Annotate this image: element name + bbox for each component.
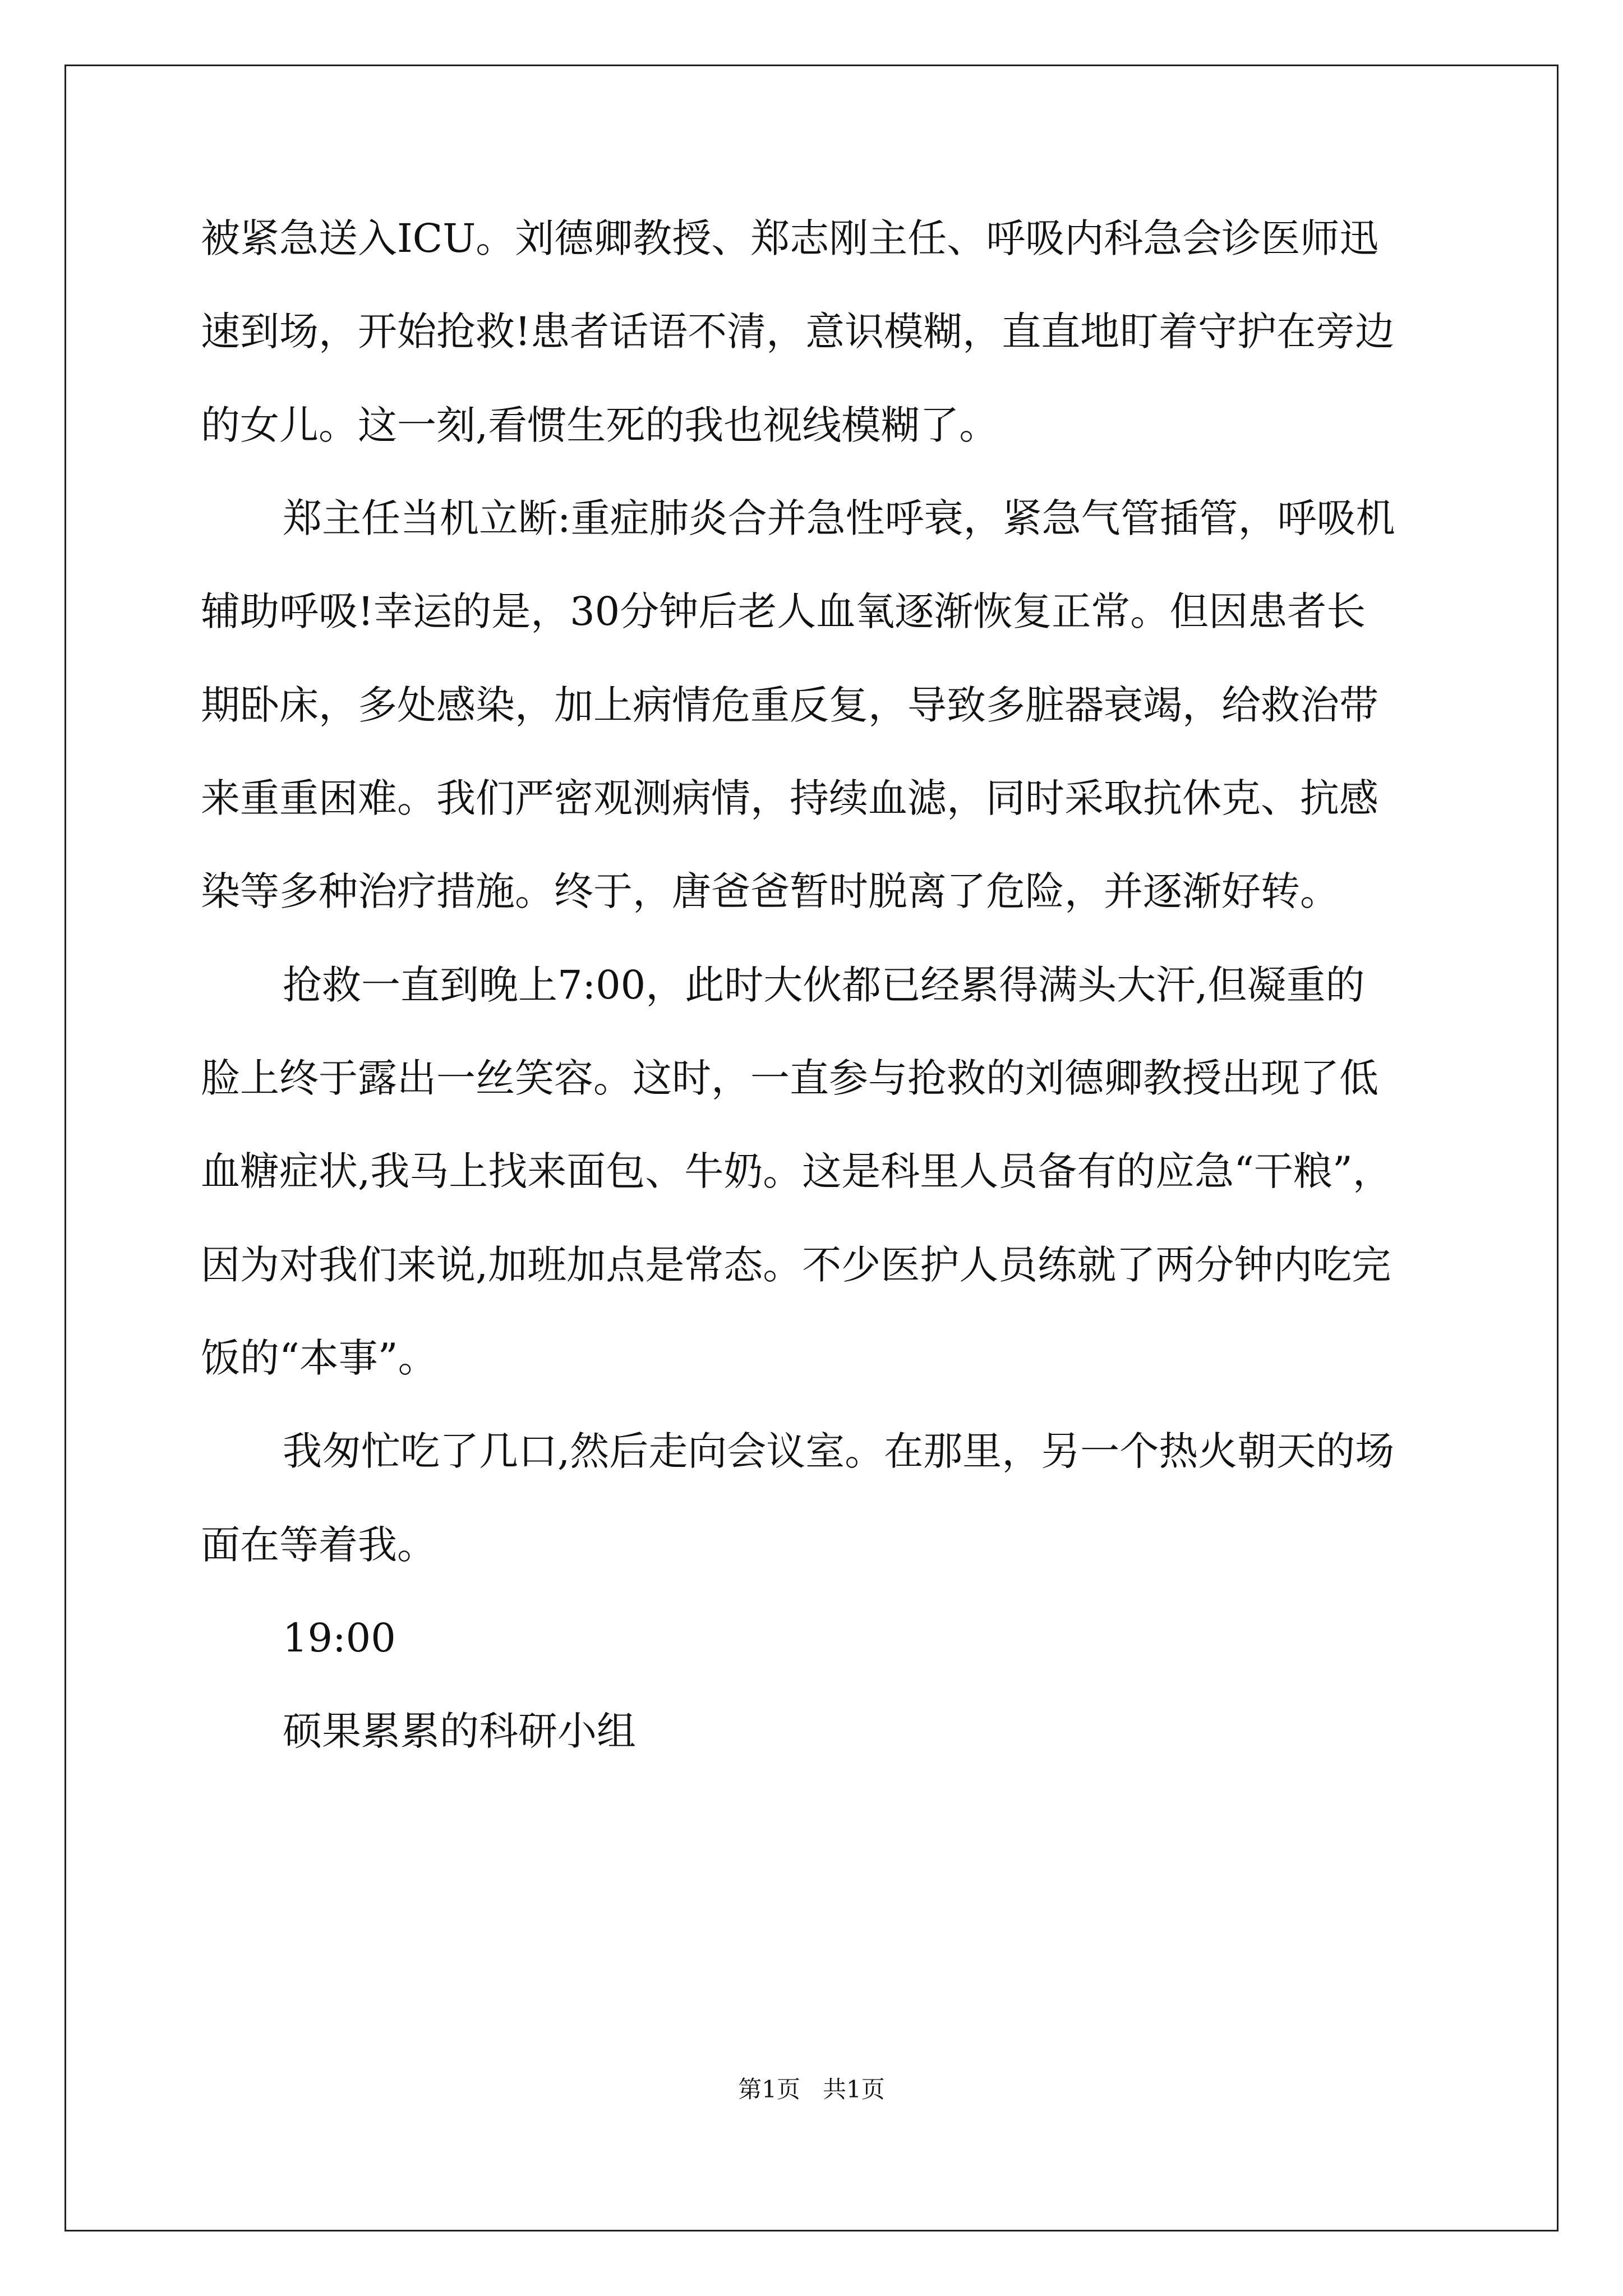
body-line: 我匆忙吃了几口,然后走向会议室。在那里，另一个热火朝天的场: [283, 1428, 1395, 1474]
body-line: 脸上终于露出一丝笑容。这时，一直参与抢救的刘德卿教授出现了低: [201, 1055, 1378, 1101]
body-line: 饭的“本事”。: [201, 1335, 437, 1381]
body-line: 面在等着我。: [201, 1522, 436, 1568]
page-footer: [0, 2076, 1623, 2104]
time-heading: 19:00: [283, 1615, 396, 1661]
page-number: 第1页 共1页: [738, 2076, 885, 2103]
section-heading: 硕果累累的科研小组: [283, 1708, 636, 1754]
body-line: 血糖症状,我马上找来面包、牛奶。这是科里人员备有的应急“干粮”，: [201, 1148, 1392, 1194]
body-line: 郑主任当机立断:重症肺炎合并急性呼衰，紧急气管插管，呼吸机: [283, 495, 1395, 541]
body-line: 的女儿。这一刻,看惯生死的我也视线模糊了。: [201, 402, 999, 448]
body-line: 染等多种治疗措施。终于，唐爸爸暂时脱离了危险，并逐渐好转。: [201, 868, 1339, 914]
body-line: 来重重困难。我们严密观测病情，持续血滤，同时采取抗休克、抗感: [201, 775, 1378, 821]
body-line: 辅助呼吸!幸运的是，30分钟后老人血氧逐渐恢复正常。但因患者长: [201, 588, 1366, 634]
body-line: 因为对我们来说,加班加点是常态。不少医护人员练就了两分钟内吃完: [201, 1242, 1391, 1288]
body-line: 期卧床，多处感染，加上病情危重反复，导致多脏器衰竭，给救治带: [201, 682, 1378, 728]
body-line: 速到场，开始抢救!患者话语不清，意识模糊，直直地盯着守护在旁边: [201, 309, 1395, 355]
body-line: 被紧急送入ICU。刘德卿教授、郑志刚主任、呼吸内科急会诊医师迅: [201, 215, 1379, 261]
body-line: 抢救一直到晚上7:00，此时大伙都已经累得满头大汗,但凝重的: [283, 962, 1365, 1008]
